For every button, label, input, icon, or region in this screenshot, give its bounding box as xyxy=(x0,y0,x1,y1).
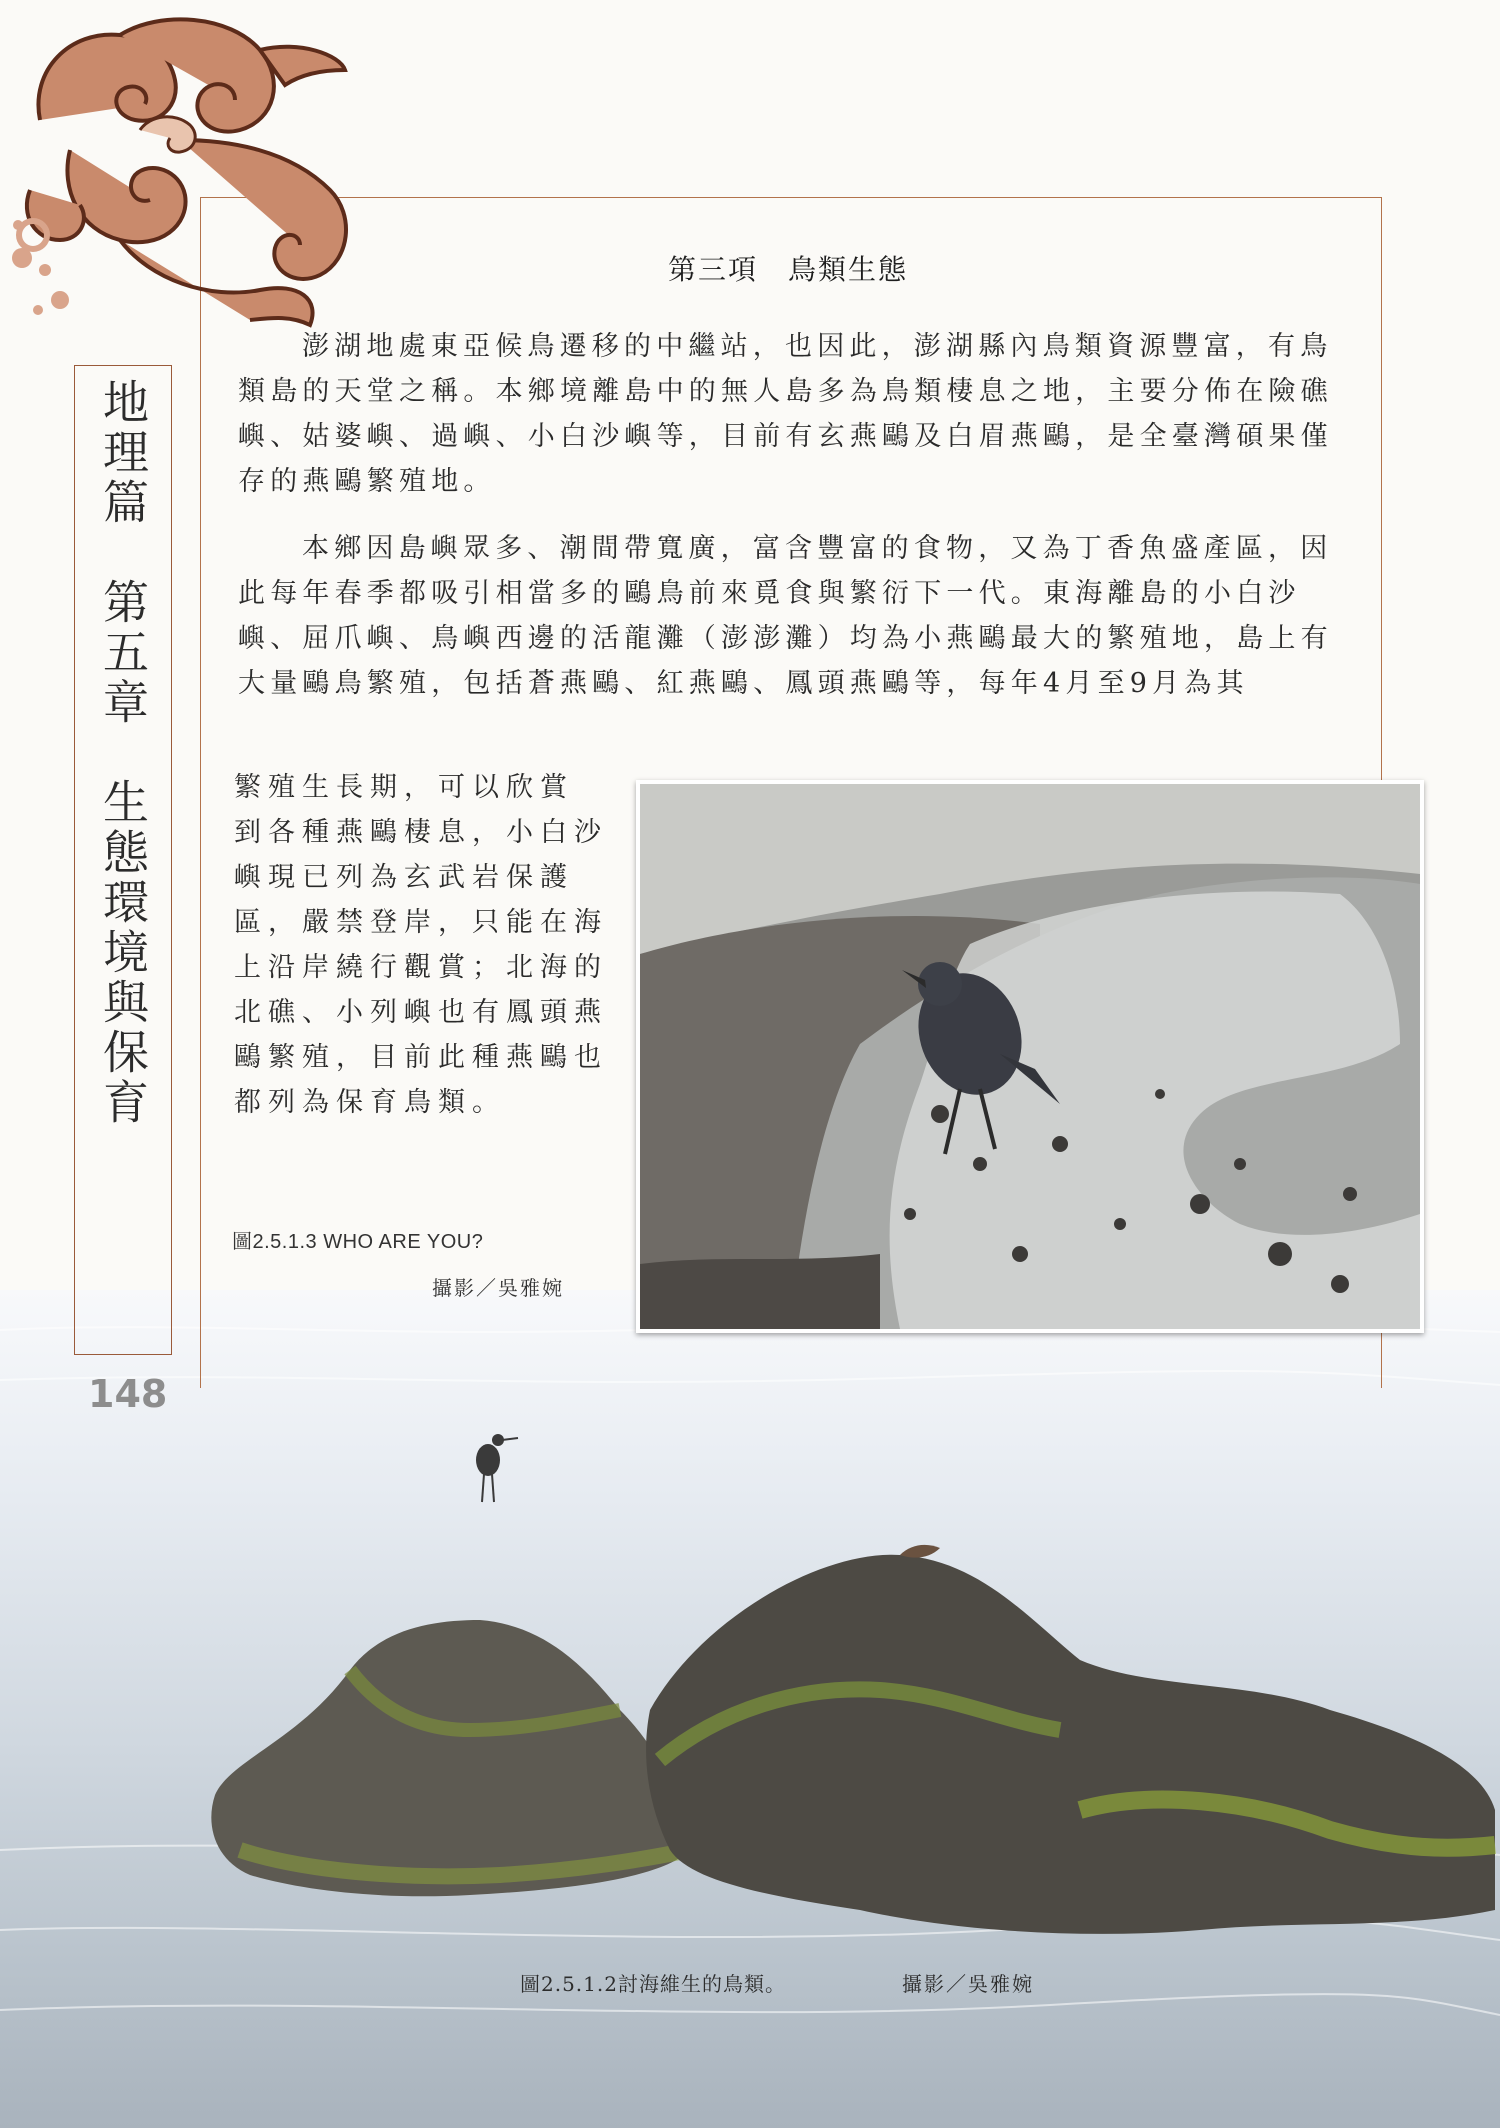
bird-on-rock-photo xyxy=(636,780,1424,1333)
heron-bird xyxy=(476,1434,518,1502)
paragraph-3: 繁殖生長期，可以欣賞 xyxy=(234,772,574,803)
chapter-side-title: 地理篇 第五章 生態環境與保育 xyxy=(96,378,150,1128)
figure-1-caption: 圖2.5.1.3 WHO ARE YOU? xyxy=(232,1231,484,1253)
paragraph-4: 到各種燕鷗棲息，小白沙嶼現已列為玄武岩保護區，嚴禁登岸，只能在海上沿岸繞行觀賞；北海的北礁、小列嶼也有鳳頭燕鷗繁殖，目前此種燕鷗也都列為保育鳥類。 xyxy=(234,817,608,1118)
rocks-with-bird-photo xyxy=(0,1290,1500,2128)
paragraph-1: 澎湖地處東亞候鳥遷移的中繼站，也因此，澎湖縣內鳥類資源豐富，有鳥類島的天堂之稱。本鄉境離島中的無人島多為鳥類棲息之地，主要分佈在險礁嶼、姑婆嶼、過嶼、小白沙嶼等，目前有玄燕鷗及白眉燕鷗，是全臺灣碩果僅存的燕鷗繁殖地。 xyxy=(238,331,1333,497)
section-heading: 第三項 鳥類生態 xyxy=(668,253,909,286)
figure-2-credit: 攝影／吳雅婉 xyxy=(902,1972,1034,1996)
paragraph-2: 本鄉因島嶼眾多、潮間帶寬廣，富含豐富的食物，又為丁香魚盛產區，因此每年春季都吸引相當多的鷗鳥前來覓食與繁衍下一代。東海離島的小白沙嶼、屈爪嶼、鳥嶼西邊的活龍灘（澎澎灘）均為小燕鷗最大的繁殖地，島上有大量鷗鳥繁殖，包括蒼燕鷗、紅燕鷗、鳳頭燕鷗等，每年4月至9月為其 xyxy=(238,533,1333,699)
page-number: 148 xyxy=(88,1372,168,1416)
dragon-ornament-icon xyxy=(0,0,380,340)
figure-2-caption: 圖2.5.1.2討海維生的鳥類。 xyxy=(520,1972,786,1996)
figure-1-credit: 攝影／吳雅婉 xyxy=(432,1276,564,1300)
bird-photo-image xyxy=(640,784,1420,1329)
